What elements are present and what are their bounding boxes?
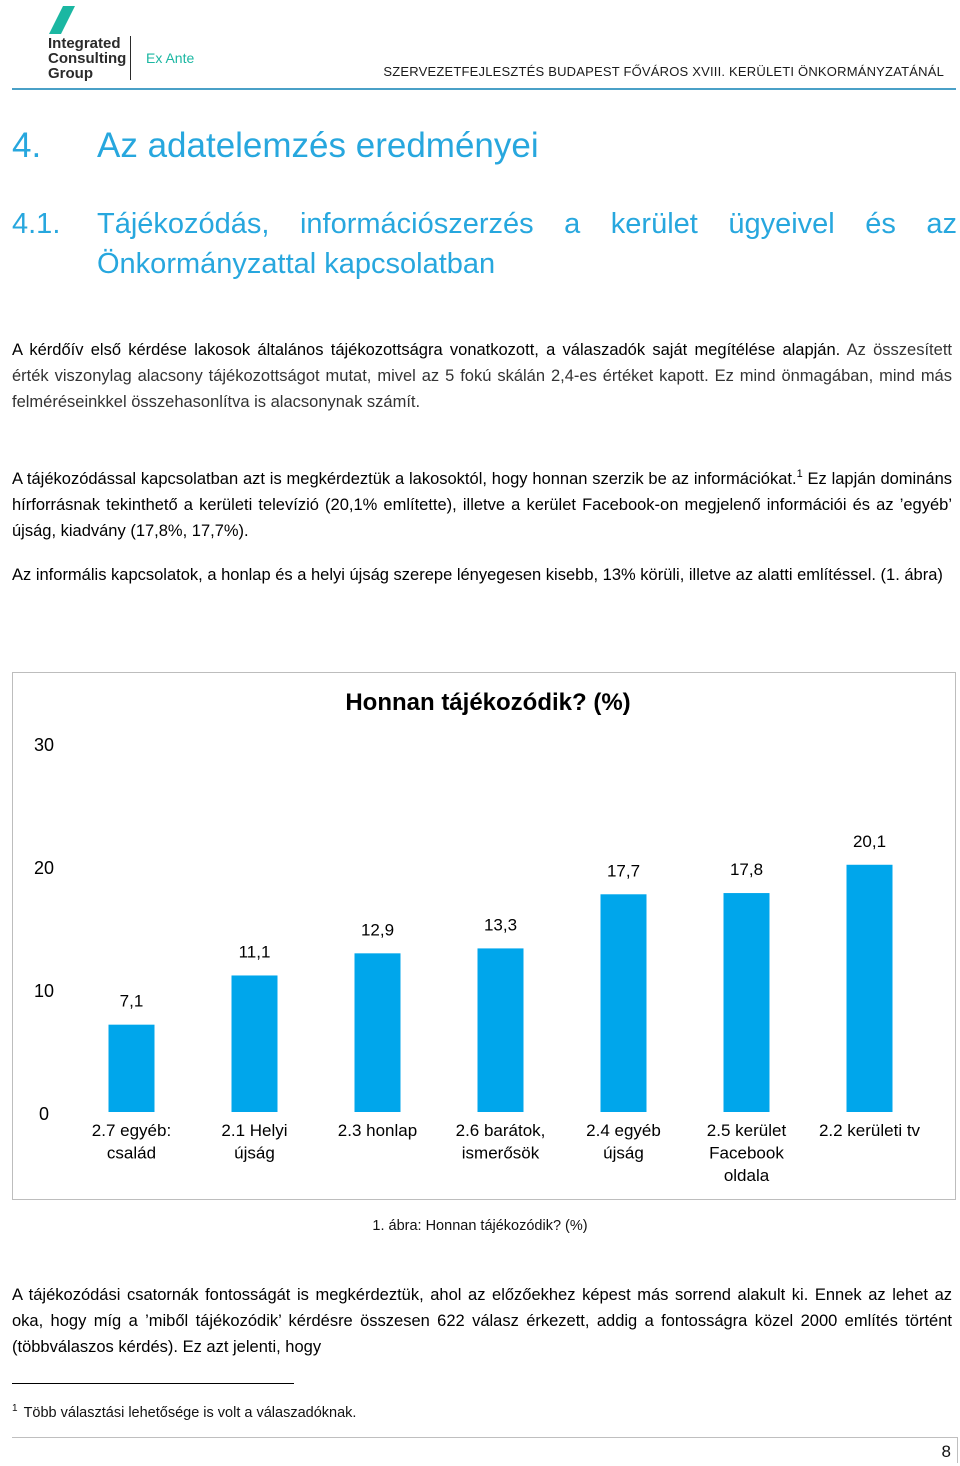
bar-chart	[12, 672, 956, 1200]
logo-text-line1: Integrated	[48, 35, 121, 52]
bar	[847, 865, 893, 1112]
footnote-divider	[12, 1383, 294, 1384]
bar-chart-svg	[13, 673, 955, 1199]
paragraph-2-lead: A tájékozódással kapcsolatban azt is megkérdeztük a lakosoktól, hogy honnan szerzik be az információkat.	[12, 470, 797, 488]
data-label: 20,1	[852, 831, 887, 851]
figure-caption: 1. ábra: Honnan tájékozódik? (%)	[372, 1218, 588, 1234]
paragraph-1	[12, 337, 952, 415]
bar	[724, 893, 770, 1112]
running-header: SZERVEZETFEJLESZTÉS BUDAPEST FŐVÁROS XVIII. KERÜLETI ÖNKORMÁNYZATÁNÁL	[383, 64, 944, 79]
bar	[109, 1025, 155, 1112]
bar	[232, 975, 278, 1112]
paragraph-4: A tájékozódási csatornák fontosságát is megkérdeztük, ahol az előzőekhez képest más sorrend alakult ki. Ennek az lehet az oka, hogy míg a ’miből tájékozódik’ kérdésre összesen 622 válasz érkezett, addig a fontosságra közel 2000 említés történt (többválaszos kérdés). Ez azt jelenti, hogy	[12, 1286, 952, 1356]
footnote-mark: 1	[12, 1403, 18, 1414]
page-number: 8	[941, 1442, 951, 1461]
logo-partner: Ex Ante	[146, 50, 195, 66]
subsection-heading	[12, 204, 957, 284]
footnote	[12, 1405, 356, 1421]
paragraph-1-lead: A kérdőív első kérdése lakosok általános tájékozottságra vonatkozott, a válaszadók saját megítélése alapján.	[12, 341, 841, 359]
paragraph-3: Az informális kapcsolatok, a honlap és a helyi újság szerepe lényegesen kisebb, 13% körüli, illetve az alatti említéssel. (1. ábra)	[12, 566, 943, 584]
page-footer	[12, 1437, 958, 1463]
x-tick-label: 2.1 Helyi újság	[221, 1121, 288, 1163]
logo-mark-icon	[49, 6, 75, 34]
x-tick-label: 2.3 honlap	[337, 1121, 418, 1140]
bar	[478, 948, 524, 1112]
x-tick-label: 2.4 egyéb újság	[586, 1121, 661, 1163]
y-tick-label: 20	[33, 858, 55, 878]
company-logo	[46, 6, 216, 80]
bar	[355, 953, 401, 1112]
footnote-text: Több választási lehetősége is volt a válaszadóknak.	[23, 1405, 357, 1421]
x-tick-label: 2.5 kerület Facebook oldala	[706, 1121, 787, 1185]
y-tick-label: 0	[38, 1104, 50, 1124]
y-tick-label: 10	[33, 981, 55, 1001]
data-label: 7,1	[119, 991, 144, 1011]
paragraph-1-rest: Az összesített érték viszonylag alacsony tájékozottságot mutat, mivel az 5 fokú skálán 2,4-es értéket kapott. Ez mind önmagában, mind más felméréseinkkel összehasonlítva is alacsonynak számít.	[12, 341, 952, 411]
subsection-title: Tájékozódás, információszerzés a kerület ügyeivel és az Önkormányzattal kapcsolatban	[97, 208, 957, 280]
section-heading	[12, 126, 539, 166]
chart-title: Honnan tájékozódik? (%)	[345, 689, 631, 716]
paragraph-2-rest: Ez lapján domináns hírforrásnak tekinthető a kerületi televízió (20,1% említette), illetve a kerület Facebook-on megjelenő információi és az ’egyéb’ újság, kiadvány (17,8%, 17,7%).	[12, 470, 952, 540]
bar	[601, 894, 647, 1112]
x-tick-label: 2.7 egyéb: család	[91, 1121, 172, 1163]
section-number: 4.	[12, 126, 42, 165]
footnote-reference[interactable]: 1	[796, 468, 803, 480]
data-label: 12,9	[360, 920, 395, 940]
subsection-number: 4.1.	[12, 208, 61, 240]
logo-divider	[130, 36, 131, 80]
paragraph-2	[12, 466, 952, 544]
logo-text-line3: Group	[48, 65, 93, 82]
data-label: 17,8	[729, 860, 764, 880]
data-label: 13,3	[483, 915, 518, 935]
section-title: Az adatelemzés eredményei	[97, 126, 539, 165]
x-tick-label: 2.2 kerületi tv	[818, 1121, 921, 1140]
y-tick-label: 30	[33, 735, 55, 755]
header-divider	[12, 88, 956, 90]
x-tick-label: 2.6 barátok, ismerősök	[455, 1121, 546, 1163]
data-label: 11,1	[238, 942, 271, 962]
data-label: 17,7	[606, 861, 641, 881]
logo-text-line2: Consulting	[48, 50, 127, 67]
